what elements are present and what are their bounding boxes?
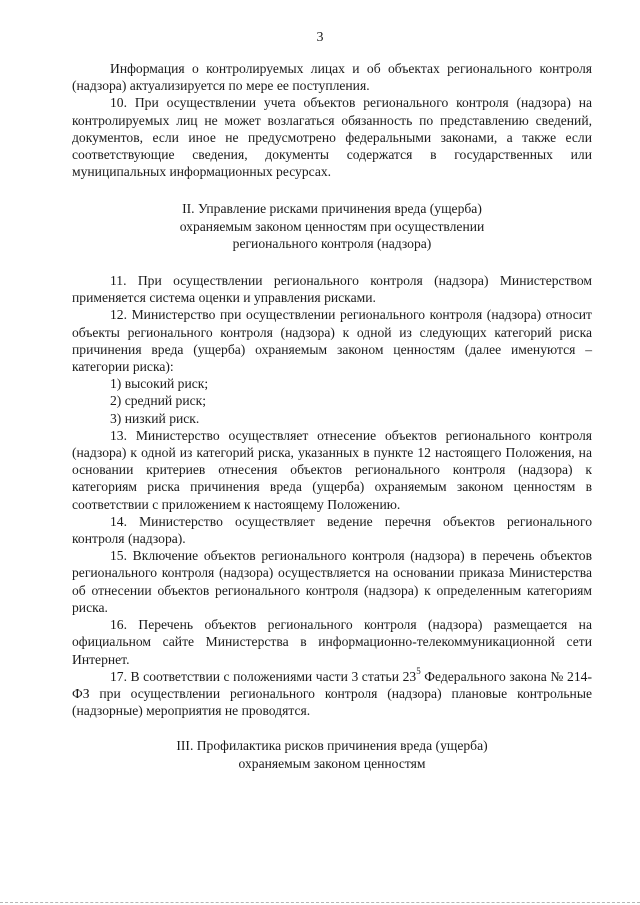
risk-list-item: 2) средний риск;	[110, 393, 207, 409]
paragraph-15: 15. Включение объектов регионального контроля (надзора) в перечень объектов регионального контроля (надзора) осуществляется на основании приказа Министерства об отнесении объектов регионального контроля (надзора) к определенным категориям риска.	[72, 548, 592, 615]
risk-list-item: 1) высокий риск;	[110, 376, 209, 392]
paragraph-info-update: Информация о контролируемых лицах и об объектах регионального контроля (надзора) актуализируется по мере ее поступления.	[72, 61, 592, 94]
article-superscript: 5	[416, 666, 421, 677]
section-3-heading	[72, 737, 592, 771]
paragraph-10: 10. При осуществлении учета объектов регионального контроля (надзора) на контролируемых лиц не может возлагаться обязанность по представлению сведений, документов, если иное не предусмотрено федеральными законами, а также если соответствующие сведения, документы содержатся в государственных или муниципальных информационных ресурсах.	[72, 95, 592, 180]
paragraph-14: 14. Министерство осуществляет ведение перечня объектов регионального контроля (надзора).	[72, 513, 592, 547]
section-2-heading	[72, 200, 592, 252]
section-3-heading-line: охраняемым законом ценностям	[238, 755, 426, 771]
paragraph-17-end: Федерального закона № 214-ФЗ при осуществлении регионального контроля (надзора) плановые контрольные (надзорные) мероприятия не проводятся.	[72, 668, 592, 719]
paragraph-16: 16. Перечень объектов регионального контроля (надзора) размещается на официальном сайте Министерства в информационно-телекоммуникационной сети Интернет.	[72, 617, 592, 667]
paragraph-12: 12. Министерство при осуществлении регионального контроля (надзора) относит объекты регионального контроля (надзора) к одной из следующих категорий риска причинения вреда (ущерба) охраняемым законом ценностям (далее именуются – категории риска):	[72, 307, 592, 375]
section-2-heading-line: II. Управление рисками причинения вреда (ущерба)	[182, 201, 482, 217]
document-body	[72, 60, 592, 772]
paragraph-11: 11. При осуществлении регионального контроля (надзора) Министерством применяется система оценки и управления рисками.	[72, 273, 592, 306]
scan-edge-line	[0, 902, 640, 903]
risk-list-item: 3) низкий риск.	[110, 410, 200, 426]
paragraph-13: 13. Министерство осуществляет отнесение объектов регионального контроля (надзора) к одной из категорий риска, указанных в пункте 12 настоящего Положения, на основании критериев отнесения объектов регионального контроля (надзора) к категориям риска причинения вреда (ущерба) охраняемым законом ценностям в соответствии с приложением к настоящему Положению.	[72, 427, 592, 512]
paragraph-17-start: 17. В соответствии с положениями части 3 статьи 23	[110, 668, 417, 684]
section-3-heading-line: III. Профилактика рисков причинения вреда (ущерба)	[176, 738, 488, 754]
page-number: 3	[316, 30, 324, 45]
paragraph-17	[72, 668, 592, 720]
section-2-heading-line: охраняемым законом ценностям при осуществлении	[179, 218, 485, 234]
section-2-heading-line: регионального контроля (надзора)	[232, 235, 432, 251]
